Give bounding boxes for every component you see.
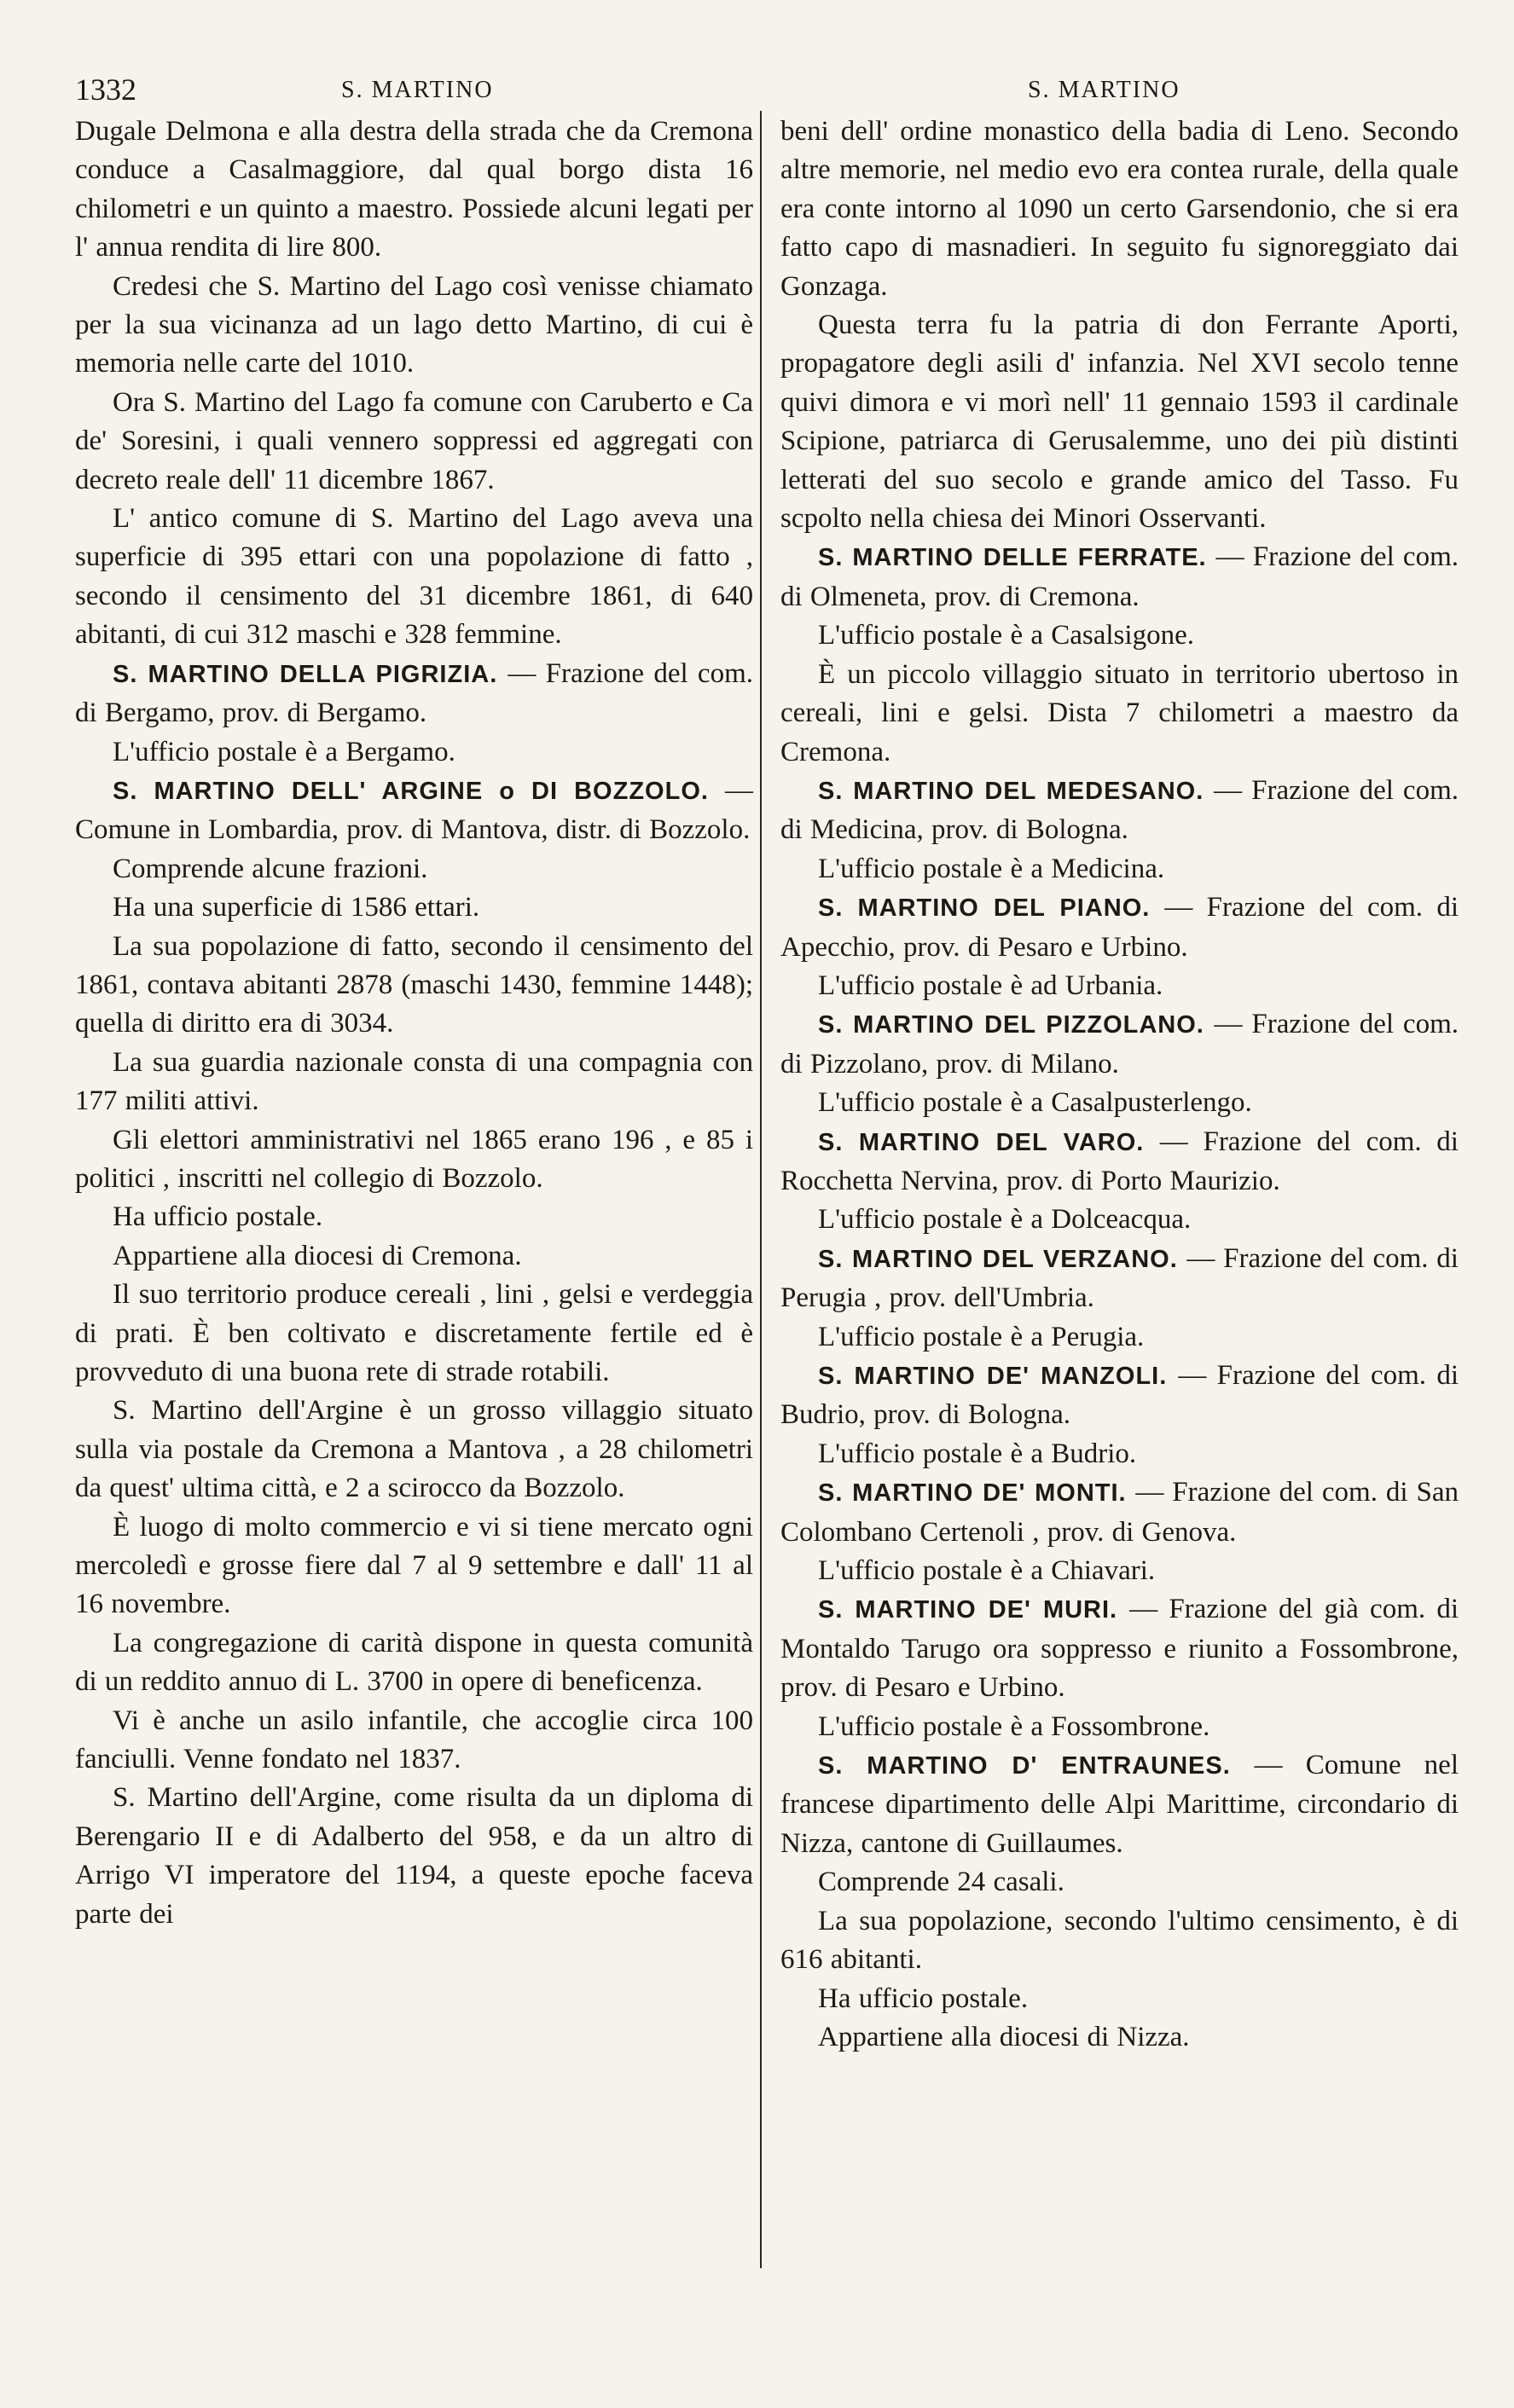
paragraph-text: È un piccolo villaggio situato in territorio ubertoso in cereali, lini e gelsi. Dista 7 chilometri a maestro da Cremona.	[780, 658, 1459, 767]
paragraph-text: L'ufficio postale è a Casalsigone.	[818, 620, 1194, 651]
text-paragraph	[75, 1276, 753, 1392]
entry-paragraph	[75, 655, 753, 733]
text-paragraph	[75, 1624, 753, 1702]
paragraph-text: — Frazione del già com. di Montaldo Tarugo ora soppresso e riunito a Fossombrone, prov. di Pesaro e Urbino.	[780, 1594, 1459, 1704]
paragraph-text: — Frazione del com. di San Colombano Certenoli , prov. di Genova.	[780, 1477, 1459, 1548]
text-paragraph	[75, 1044, 753, 1121]
entry-paragraph	[780, 1590, 1459, 1707]
paragraph-text: — Frazione del com. di Pizzolano, prov. di Milano.	[780, 1009, 1459, 1080]
paragraph-text: Ha ufficio postale.	[818, 1983, 1029, 2014]
paragraph-text: L'ufficio postale è a Bergamo.	[113, 736, 455, 767]
text-paragraph	[75, 928, 753, 1044]
paragraph-text: Appartiene alla diocesi di Cremona.	[113, 1240, 522, 1271]
paragraph-text: È luogo di molto commercio e vi si tiene mercato ogni mercoledì e grosse fiere dal 7 al 9 settembre e dall' 11 al 16 novembre.	[75, 1511, 753, 1620]
entry-headword: S. MARTINO DELLE FERRATE.	[818, 544, 1207, 572]
text-paragraph	[75, 1508, 753, 1624]
text-paragraph	[75, 268, 753, 384]
entry-paragraph	[780, 772, 1459, 850]
paragraph-text: Credesi che S. Martino del Lago così venisse chiamato per la sua vicinanza ad un lago detto Martino, di cui è memoria nelle carte del 1010.	[75, 270, 753, 379]
entry-headword: S. MARTINO D' ENTRAUNES.	[818, 1752, 1231, 1780]
paragraph-text: Comprende alcune frazioni.	[113, 853, 428, 884]
paragraph-text: Vi è anche un asilo infantile, che accoglie circa 100 fanciulli. Venne fondato nel 1837.	[75, 1705, 753, 1775]
paragraph-text: S. Martino dell'Argine è un grosso villaggio situato sulla via postale da Cremona a Mantova , a 28 chilometri da quest' ultima città, e 2 a scirocco da Bozzolo.	[75, 1395, 753, 1504]
entry-headword: S. MARTINO DE' MONTI.	[818, 1479, 1127, 1508]
paragraph-text: L'ufficio postale è a Perugia.	[818, 1321, 1145, 1352]
paragraph-text: Ha ufficio postale.	[113, 1201, 323, 1233]
text-paragraph	[75, 384, 753, 500]
text-paragraph	[780, 1902, 1459, 1980]
text-paragraph	[780, 656, 1459, 772]
column-divider	[760, 111, 762, 2268]
paragraph-text: L'ufficio postale è a Medicina.	[818, 853, 1165, 884]
entry-headword: S. MARTINO DEL VARO.	[818, 1128, 1145, 1156]
paragraph-text: Comprende 24 casali.	[818, 1867, 1064, 1898]
paragraph-text: — Frazione del com. di Budrio, prov. di Bologna.	[780, 1360, 1459, 1431]
left-column	[75, 113, 753, 1934]
paragraph-text: Ha una superficie di 1586 ettari.	[113, 892, 480, 923]
text-paragraph	[780, 1201, 1459, 1239]
paragraph-text: La sua guardia nazionale consta di una compagnia con 177 militi attivi.	[75, 1046, 753, 1117]
text-paragraph	[780, 306, 1459, 538]
entry-paragraph	[780, 1473, 1459, 1552]
paragraph-text: — Frazione del com. di Rocchetta Nervina, prov. di Porto Maurizio.	[780, 1126, 1459, 1196]
text-paragraph	[780, 850, 1459, 889]
paragraph-text: — Frazione del com. di Perugia , prov. dell'Umbria.	[780, 1242, 1459, 1314]
text-paragraph	[780, 1863, 1459, 1902]
paragraph-text: L'ufficio postale è a Casalpusterlengo.	[818, 1087, 1252, 1119]
entry-headword: S. MARTINO DEL PIZZOLANO.	[818, 1011, 1204, 1039]
text-paragraph	[75, 500, 753, 655]
paragraph-text: Ora S. Martino del Lago fa comune con Caruberto e Ca de' Soresini, i quali vennero soppressi ed aggregati con decreto reale dell' 11 dicembre 1867.	[75, 386, 753, 495]
paragraph-text: L'ufficio postale è a Fossombrone.	[818, 1710, 1210, 1742]
paragraph-text: L' antico comune di S. Martino del Lago aveva una superficie di 395 ettari con una popolazione di fatto , secondo il censimento del 31 dicembre 1861, di 640 abitanti, di cui 312 maschi e 328 femmine.	[75, 503, 753, 651]
entry-paragraph	[780, 1005, 1459, 1084]
entry-paragraph	[780, 1240, 1459, 1318]
page-number: 1332	[75, 72, 136, 107]
paragraph-text: L'ufficio postale è a Chiavari.	[818, 1555, 1156, 1587]
entry-paragraph	[780, 889, 1459, 967]
text-paragraph	[75, 113, 753, 268]
right-column	[780, 113, 1459, 2057]
text-paragraph	[75, 1237, 753, 1276]
text-paragraph	[780, 1980, 1459, 2018]
paragraph-text: La sua popolazione, secondo l'ultimo censimento, è di 616 abitanti.	[780, 1905, 1459, 1976]
entry-headword: S. MARTINO DELL' ARGINE o DI BOZZOLO.	[113, 777, 709, 805]
entry-headword: S. MARTINO DEL VERZANO.	[818, 1245, 1178, 1273]
text-paragraph	[780, 1708, 1459, 1746]
entry-paragraph	[780, 1357, 1459, 1435]
paragraph-text: S. Martino dell'Argine, come risulta da un diploma di Berengario II e di Adalberto del 958, e da un altro di Arrigo VI imperatore del 1194, a queste epoche faceva parte dei	[75, 1782, 753, 1930]
paragraph-text: L'ufficio postale è a Budrio.	[818, 1438, 1137, 1469]
text-paragraph	[780, 2018, 1459, 2057]
paragraph-text: La congregazione di carità dispone in questa comunità di un reddito annuo di L. 3700 in opere di beneficenza.	[75, 1627, 753, 1698]
paragraph-text: Dugale Delmona e alla destra della strada che da Cremona conduce a Casalmaggiore, dal qual borgo dista 16 chilometri e un quinto a maestro. Possiede alcuni legati per l' annua rendita di lire 800.	[75, 116, 753, 263]
text-paragraph	[780, 616, 1459, 655]
paragraph-text: Il suo territorio produce cereali , lini , gelsi e verdeggia di prati. È ben coltivato e discretamente fertile ed è provveduto di una buona rete di strade rotabili.	[75, 1279, 753, 1387]
entry-headword: S. MARTINO DEL PIANO.	[818, 894, 1151, 923]
text-paragraph	[75, 1121, 753, 1199]
running-header-right: S. MARTINO	[1028, 77, 1180, 103]
text-paragraph	[75, 850, 753, 889]
text-paragraph	[780, 967, 1459, 1005]
entry-headword: S. MARTINO DELLA PIGRIZIA.	[113, 660, 498, 688]
paragraph-text: — Frazione del com. di Medicina, prov. di Bologna.	[780, 774, 1459, 846]
text-paragraph	[75, 733, 753, 772]
paragraph-text: L'ufficio postale è ad Urbania.	[818, 970, 1163, 1001]
paragraph-text: — Frazione del com. di Bergamo, prov. di Bergamo.	[75, 657, 753, 729]
paragraph-text: — Frazione del com. di Olmeneta, prov. di Cremona.	[780, 541, 1459, 612]
text-paragraph	[75, 1198, 753, 1236]
paragraph-text: — Comune in Lombardia, prov. di Mantova, distr. di Bozzolo.	[75, 774, 753, 846]
entry-paragraph	[780, 538, 1459, 616]
entry-headword: S. MARTINO DE' MANZOLI.	[818, 1363, 1168, 1390]
paragraph-text: Gli elettori amministrativi nel 1865 erano 196 , e 85 i politici , inscritti nel collegio di Bozzolo.	[75, 1124, 753, 1194]
text-paragraph	[780, 113, 1459, 306]
text-paragraph	[780, 1552, 1459, 1590]
text-paragraph	[75, 889, 753, 927]
text-paragraph	[75, 1779, 753, 1934]
entry-paragraph	[780, 1746, 1459, 1863]
paragraph-text: — Comune nel francese dipartimento delle Alpi Marittime, circondario di Nizza, cantone di Guillaumes.	[780, 1750, 1459, 1859]
text-paragraph	[75, 1702, 753, 1780]
paragraph-text: beni dell' ordine monastico della badia di Leno. Secondo altre memorie, nel medio evo era contea rurale, della quale era conte intorno al 1090 un certo Garsendonio, che si era fatto capo di masnadieri. In seguito fu signoreggiato dai Gonzaga.	[780, 116, 1459, 302]
paragraph-text: La sua popolazione di fatto, secondo il censimento del 1861, contava abitanti 2878 (maschi 1430, femmine 1448); quella di diritto era di 3034.	[75, 930, 753, 1039]
entry-paragraph	[780, 1123, 1459, 1201]
paragraph-text: L'ufficio postale è a Dolceacqua.	[818, 1204, 1192, 1236]
text-paragraph	[780, 1435, 1459, 1473]
text-paragraph	[780, 1318, 1459, 1357]
running-header-left: S. MARTINO	[341, 77, 494, 103]
paragraph-text: Questa terra fu la patria di don Ferrante Aporti, propagatore degli asili d' infanzia. Nel XVI secolo tenne quivi dimora e vi morì nell' 11 gennaio 1593 il cardinale Scipione, patriarca di Gerusalemme, uno dei più distinti letterati del suo secolo e grande amico del Tasso. Fu scpolto nella chiesa dei Minori Osservanti.	[780, 310, 1459, 535]
entry-headword: S. MARTINO DEL MEDESANO.	[818, 777, 1204, 805]
text-paragraph	[780, 1084, 1459, 1122]
entry-headword: S. MARTINO DE' MURI.	[818, 1596, 1118, 1624]
paragraph-text: — Frazione del com. di Apecchio, prov. di Pesaro e Urbino.	[780, 892, 1459, 963]
entry-paragraph	[75, 772, 753, 850]
paragraph-text: Appartiene alla diocesi di Nizza.	[818, 2021, 1190, 2052]
text-paragraph	[75, 1392, 753, 1508]
